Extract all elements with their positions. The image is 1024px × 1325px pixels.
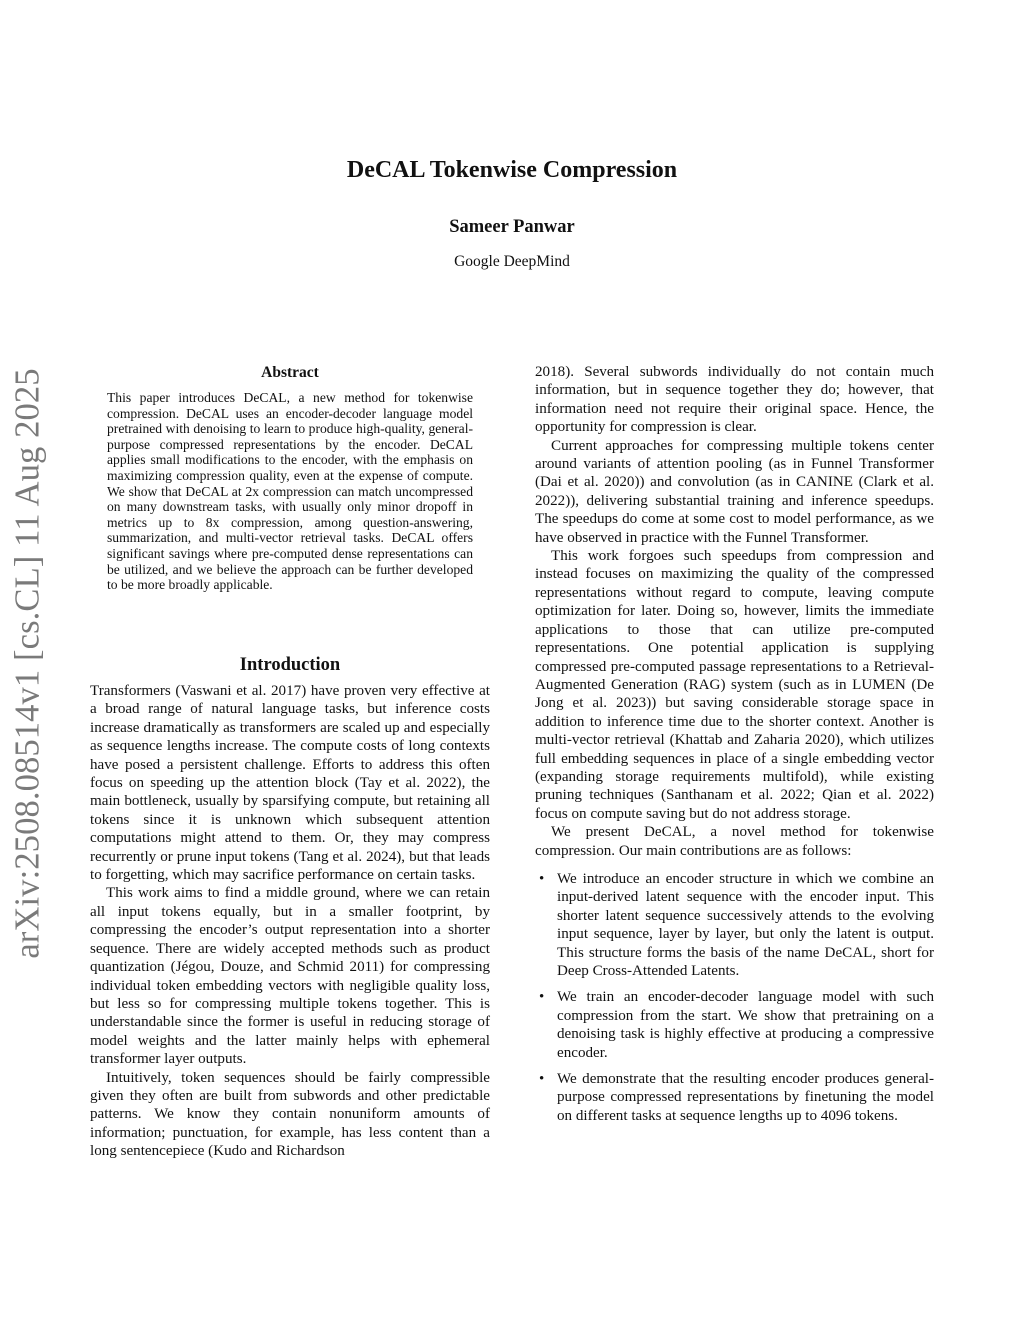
body-paragraph: Current approaches for compressing multiple tokens center around variants of attention pooling (as in Funnel Transformer (Dai et al. 2020)) and convolution (as in CANINE (Clark et al. 2022)), delivering substantial training and inference speedups. The speedups do come at some cost to model performance, as we have observed in practice with the Funnel Transformer. (535, 437, 934, 546)
introduction-section (90, 655, 490, 1161)
body-paragraph: This work forgoes such speedups from compression and instead focuses on maximizing the quality of the compressed representations without regard to compute, leaving compute optimization for later. Doing so, however, limits the immediate applications to those that can utilize pre-computed representations. One potential application is supplying compressed pre-computed passage representations to a Retrieval-Augmented Generation (RAG) system (such as in LUMEN (De Jong et al. 2023)) but saving considerable storage space in addition to inference time due to the shorter context. Another is multi-vector retrieval (Khattab and Zaharia 2020), which utilizes full embedding sequences in place of a single embedding vector (expanding storage requirements multifold), while existing pruning techniques (Santhanam et al. 2022; Qian et al. 2022) focus on compute saving but do not address storage. (535, 548, 934, 822)
intro-paragraph: This work aims to find a middle ground, where we can retain all input tokens equally, but in a smaller footprint, by compressing the encoder’s output representation into a shorter sequence. There are widely accepted methods such as product quantization (Jégou, Douze, and Schmid 2011) for compressing individual token embedding vectors with negligible quality loss, but less so for compressing multiple tokens together. This is understandable since the former is useful in reducing storage of model weights and the latter mainly helps with ephemeral transformer layer outputs. (90, 885, 490, 1068)
contribution-item (535, 870, 934, 980)
author-name: Sameer Panwar (449, 217, 575, 237)
contribution-text: We train an encoder-decoder language model with such compression from the start. We show that pretraining on a denoising task is highly effective at producing a compressive encoder. (557, 989, 934, 1061)
arxiv-identifier-stamp (4, 367, 52, 959)
contribution-item (535, 1070, 934, 1125)
contribution-item (535, 988, 934, 1062)
author-affiliation: Google DeepMind (454, 253, 570, 270)
bullet-icon: • (539, 989, 545, 1006)
introduction-heading: Introduction (239, 655, 341, 675)
bullet-icon: • (539, 870, 545, 887)
intro-paragraph: Intuitively, token sequences should be fairly compressible given they often are built from subwords and other predictable patterns. We know they contain nonuniform amounts of information; punctuation, for example, has less content than a long sentencepiece (Kudo and Richardson (90, 1069, 490, 1160)
contribution-text: We introduce an encoder structure in which we combine an input-derived latent sequence with the encoder input. This shorter latent sequence successively attends to the evolving input sequence, layer by layer, but only the latent is output. This structure forms the basis of the name DeCAL, short for Deep Cross-Attended Latents. (557, 870, 934, 979)
contributions-list (535, 870, 934, 1125)
paper-title: DeCAL Tokenwise Compression (346, 157, 678, 183)
arxiv-identifier-text: arXiv:2508.08514v1 [cs.CL] 11 Aug 2025 (8, 367, 47, 959)
abstract-text: This paper introduces DeCAL, a new method for tokenwise compression. DeCAL uses an encoder-decoder language model pretrained with denoising to learn to produce high-quality, general-purpose compressed representations by the encoder. DeCAL applies small modifications to the encoder, with the emphasis on maximizing compression quality, even at the expense of compute. We show that DeCAL at 2x compression can match uncompressed on many downstream tasks, with usually only minor dropoff in metrics up to 8x compression, among question-answering, summarization, and multi-vector retrieval tasks. DeCAL offers significant savings where pre-computed dense representations can be utilized, and we believe the approach can be further developed to be more broadly applicable. (107, 390, 473, 593)
bullet-icon: • (539, 1071, 545, 1088)
body-paragraph: We present DeCAL, a novel method for tokenwise compression. Our main contributions are as follows: (535, 824, 934, 859)
abstract-section (107, 364, 473, 593)
right-column (535, 363, 934, 1133)
abstract-heading: Abstract (261, 364, 319, 381)
contribution-text: We demonstrate that the resulting encoder produces general-purpose compressed representations by finetuning the model on different tasks at sequence lengths up to 4096 tokens. (557, 1071, 934, 1124)
intro-paragraph: Transformers (Vaswani et al. 2017) have proven very effective at a broad range of natural language tasks, but inference costs increase dramatically as transformers are scaled up and especially as sequence lengths increase. The compute costs of long contexts have posed a persistent challenge. Efforts to address this often focus on speeding up the attention block (Tay et al. 2022), the main bottleneck, usually by sparsifying compute, but retaining all tokens since it is unknown which subsequent attention computations might attend to them. Or, they may compress recurrently or prune input tokens (Tang et al. 2024), but that leads to forgetting, which may sacrifice performance on certain tasks. (90, 683, 490, 884)
body-paragraph: 2018). Several subwords individually do not contain much information, but in sequence together they do; however, that information need not require their original space. Hence, the opportunity for compression is clear. (535, 364, 934, 436)
